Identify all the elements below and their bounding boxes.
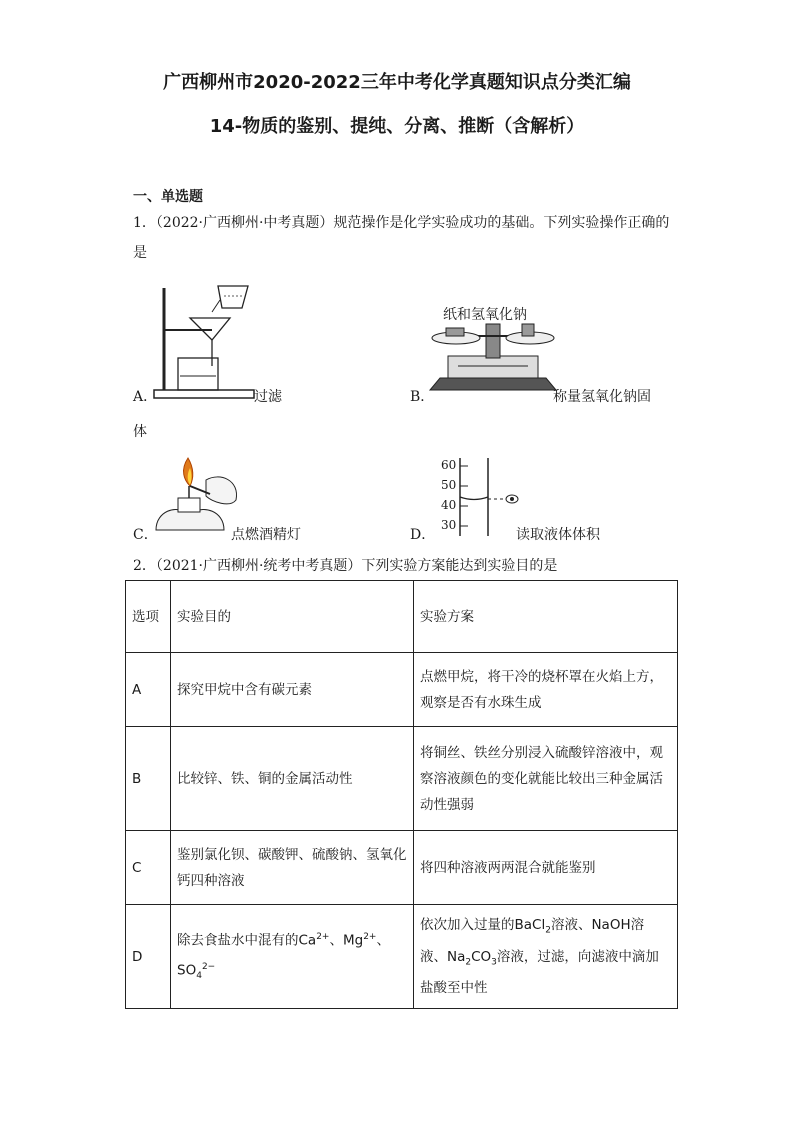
table-row bbox=[126, 727, 678, 831]
header-plan: 实验方案 bbox=[414, 581, 678, 653]
option-b-letter: B． bbox=[410, 389, 435, 405]
plan-part1: 依次加入过量的 bbox=[420, 916, 515, 933]
document-title-line1: 广西柳州市2020-2022三年中考化学真题知识点分类汇编 bbox=[163, 72, 631, 93]
ion-so4: SO bbox=[177, 962, 197, 979]
ion-ca: Ca bbox=[298, 932, 317, 949]
experiment-table bbox=[125, 580, 678, 1009]
formula-na2co3-co: CO bbox=[471, 948, 492, 965]
document-title-line2: 14-物质的鉴别、提纯、分离、推断（含解析） bbox=[209, 116, 585, 137]
table-row bbox=[126, 905, 678, 1009]
cylinder-tick-30: 30 bbox=[441, 518, 457, 532]
formula-bacl2: BaCl bbox=[514, 916, 546, 933]
formula-na2co3-sub2: 3 bbox=[491, 957, 497, 968]
question-1-line2: 是 bbox=[133, 245, 147, 261]
header-purpose: 实验目的 bbox=[171, 581, 414, 653]
cylinder-tick-60: 60 bbox=[441, 458, 457, 472]
plan-part2: 溶液、NaOH溶液、 bbox=[420, 916, 645, 965]
formula-na2co3-na: Na bbox=[447, 948, 466, 965]
row-purpose bbox=[171, 905, 414, 1009]
ion-ca-charge: 2+ bbox=[316, 932, 330, 943]
separator: 、 bbox=[329, 932, 343, 949]
row-purpose: 比较锌、铁、铜的金属活动性 bbox=[171, 727, 414, 831]
row-plan: 将四种溶液两两混合就能鉴别 bbox=[414, 831, 678, 905]
table-row bbox=[126, 831, 678, 905]
row-option: C bbox=[126, 831, 171, 905]
option-b-label-continued: 体 bbox=[133, 424, 147, 440]
balance-figure-caption: 纸和氢氧化钠 bbox=[443, 307, 527, 323]
filtration-apparatus-figure bbox=[150, 278, 260, 403]
separator: 、 bbox=[376, 932, 390, 949]
header-option: 选项 bbox=[126, 581, 171, 653]
plan-part3: 溶液，过滤，向滤液中滴加盐酸至中性 bbox=[420, 948, 659, 997]
row-plan: 将铜丝、铁丝分别浸入硫酸锌溶液中，观察溶液颜色的变化就能比较出三种金属活动性强弱 bbox=[414, 727, 678, 831]
option-c-letter: C． bbox=[133, 527, 158, 543]
formula-bacl2-subscript: 2 bbox=[545, 925, 551, 936]
row-option: B bbox=[126, 727, 171, 831]
question-2-stem: 2．（2021·广西柳州·统考中考真题）下列实验方案能达到实验目的是 bbox=[133, 558, 558, 574]
formula-na2co3-sub1: 2 bbox=[465, 957, 472, 968]
purpose-prefix: 除去食盐水中混有的 bbox=[177, 932, 299, 949]
row-option: A bbox=[126, 653, 171, 727]
ion-mg: Mg bbox=[342, 932, 364, 949]
row-purpose: 鉴别氯化钡、碳酸钾、硫酸钠、氢氧化钙四种溶液 bbox=[171, 831, 414, 905]
ion-so4-charge: 2− bbox=[201, 961, 216, 972]
row-plan: 点燃甲烷，将干冷的烧杯罩在火焰上方，观察是否有水珠生成 bbox=[414, 653, 678, 727]
question-1-line1: 1．（2022·广西柳州·中考真题）规范操作是化学实验成功的基础。下列实验操作正确的 bbox=[133, 215, 670, 231]
table-row bbox=[126, 653, 678, 727]
option-b-label: 称量氢氧化钠固 bbox=[553, 389, 651, 405]
option-d-letter: D． bbox=[410, 527, 436, 543]
cylinder-tick-40: 40 bbox=[441, 498, 457, 512]
option-d-label: 读取液体体积 bbox=[516, 527, 600, 543]
option-a-letter: A． bbox=[133, 389, 158, 405]
cylinder-tick-50: 50 bbox=[441, 478, 457, 492]
row-plan bbox=[414, 905, 678, 1009]
question-1-stem bbox=[133, 208, 673, 268]
row-purpose: 探究甲烷中含有碳元素 bbox=[171, 653, 414, 727]
option-a-label: 过滤 bbox=[254, 389, 282, 405]
ion-so4-subscript: 4 bbox=[196, 970, 202, 981]
ion-mg-charge: 2+ bbox=[363, 932, 377, 943]
section-heading: 一、单选题 bbox=[133, 189, 203, 205]
option-c-label: 点燃酒精灯 bbox=[231, 527, 301, 543]
table-header-row bbox=[126, 581, 678, 653]
row-option: D bbox=[126, 905, 171, 1009]
